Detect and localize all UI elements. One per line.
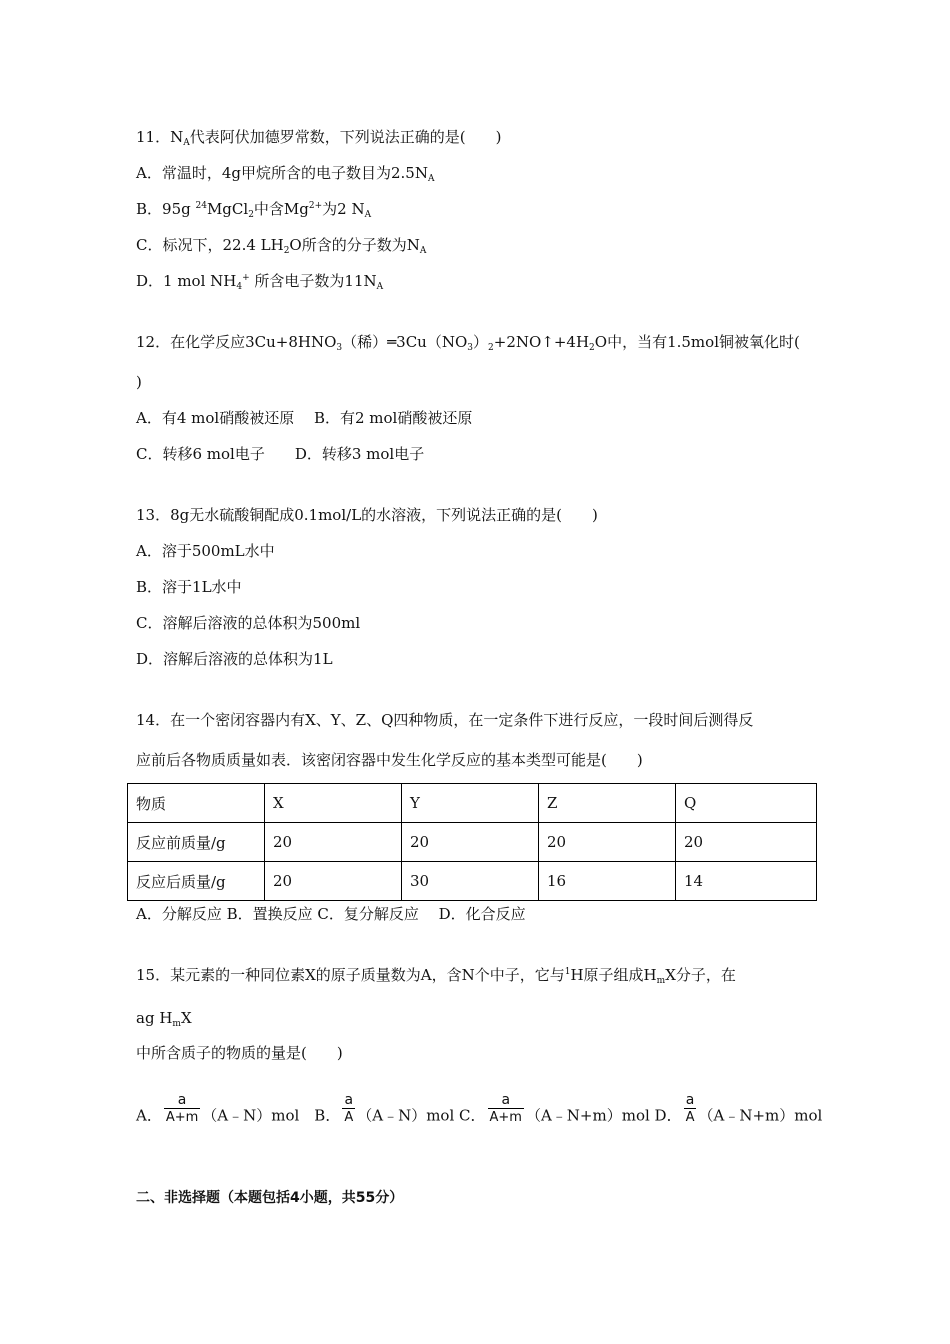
table-cell: 反应前质量/g bbox=[128, 823, 265, 862]
table-cell: 16 bbox=[539, 862, 676, 901]
q11-option-b: B．95g $^{24}$MgCl$_2$中含$Mg^{2+}$为2 $N_A$ bbox=[136, 200, 372, 220]
q15-stem-line2: ag $H_mX$ bbox=[136, 1009, 192, 1029]
table-cell: 20 bbox=[265, 823, 402, 862]
section-title: 二、非选择题（本题包括4小题，共55分） bbox=[136, 1190, 404, 1206]
table-header-cell: Y bbox=[402, 784, 539, 823]
q14-options: A．分解反应 B．置换反应 C．复分解反应 D．化合反应 bbox=[136, 905, 526, 923]
table-cell: 20 bbox=[539, 823, 676, 862]
table-header-cell: Q bbox=[676, 784, 817, 823]
fraction-a: $\frac{a}{A+m}$ bbox=[165, 1092, 199, 1125]
table-cell: 20 bbox=[265, 862, 402, 901]
q12-options-ab: A．有4 mol硝酸被还原 B．有2 mol硝酸被还原 bbox=[136, 409, 473, 427]
table-header-row bbox=[128, 784, 817, 823]
table-cell: 30 bbox=[402, 862, 539, 901]
table-cell: 20 bbox=[676, 823, 817, 862]
table-row bbox=[128, 862, 817, 901]
q13-option-a: A．溶于500mL水中 bbox=[136, 542, 275, 560]
q11-option-c: C．标况下，22.4 $LH_2O$所含的分子数为$N_A$ bbox=[136, 236, 427, 256]
q11-option-a: A．常温时，4g甲烷所含的电子数目为$2.5N_A$ bbox=[136, 164, 435, 184]
fraction-d: $\frac{a}{A}$ bbox=[685, 1092, 695, 1125]
table-header-cell: Z bbox=[539, 784, 676, 823]
q14-stem-line1: 14．在一个密闭容器内有X、Y、Z、Q四种物质，在一定条件下进行反应，一段时间后测得反 bbox=[136, 711, 754, 729]
q13-stem: 13．8g无水硫酸铜配成0.1mol/L的水溶液，下列说法正确的是( ) bbox=[136, 506, 598, 524]
q12-stem: 12．在化学反应$3Cu+8HNO_3$（稀）$═3Cu(NO_3)_2+2NO↑+4H_2O$中，当有1.5mol铜被氧化时( bbox=[136, 333, 800, 353]
table-header-cell: 物质 bbox=[128, 784, 265, 823]
mass-table bbox=[127, 783, 817, 901]
q15-options: A． $\frac{a}{A+m}$ （A﹣N）mol B． $\frac{a}{A}$ （A﹣N）mol C． $\frac{a}{A+m}$ （A﹣N+m）mol D． $\frac{a}{A}$ （A﹣N+m）mol bbox=[136, 1092, 823, 1125]
table-cell: 14 bbox=[676, 862, 817, 901]
fraction-c: $\frac{a}{A+m}$ bbox=[489, 1092, 522, 1125]
table-cell: 20 bbox=[402, 823, 539, 862]
q15-stem-line1: 15．某元素的一种同位素X的原子质量数为A，含N个中子，它与$^1$H原子组成$H_mX$分子，在 bbox=[136, 966, 736, 986]
q12-options-cd: C．转移6 mol电子 D．转移3 mol电子 bbox=[136, 445, 425, 463]
q15-stem-line3: 中所含质子的物质的量是( ) bbox=[136, 1044, 343, 1062]
q13-option-b: B．溶于1L水中 bbox=[136, 578, 242, 596]
table-header-cell: X bbox=[265, 784, 402, 823]
q11-stem: 11．$N_A$代表阿伏加德罗常数，下列说法正确的是( ) bbox=[136, 128, 502, 148]
q13-option-c: C．溶解后溶液的总体积为500ml bbox=[136, 614, 361, 632]
q12-stem-line2: ) bbox=[136, 373, 142, 391]
table-row bbox=[128, 823, 817, 862]
q14-stem-line2: 应前后各物质质量如表．该密闭容器中发生化学反应的基本类型可能是( ) bbox=[136, 751, 643, 769]
q11-option-d: D．1 mol $NH_4^+$ 所含电子数为$11N_A$ bbox=[136, 272, 384, 292]
q13-option-d: D．溶解后溶液的总体积为1L bbox=[136, 650, 333, 668]
table-cell: 反应后质量/g bbox=[128, 862, 265, 901]
fraction-b: $\frac{a}{A}$ bbox=[344, 1092, 354, 1125]
